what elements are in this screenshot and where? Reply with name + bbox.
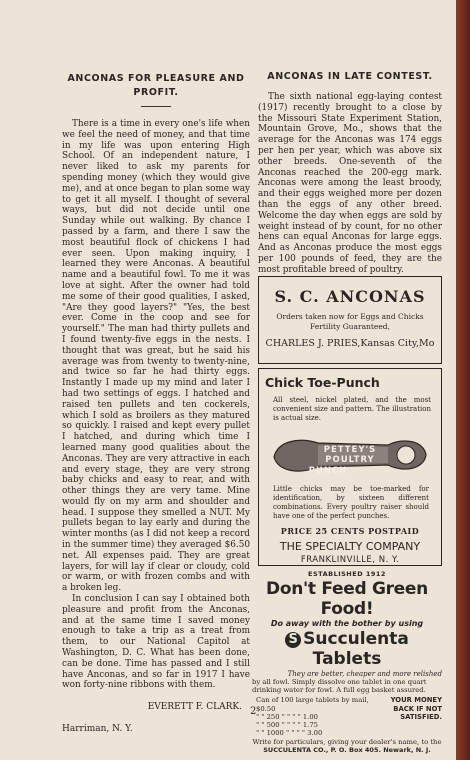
ad-address: SUCCULENTA CO., P. O. Box 405. Newark, N. J.: [263, 746, 431, 755]
svg-text:PUNCH: PUNCH: [308, 466, 348, 476]
ad-brand: S Succulenta Tablets: [252, 629, 442, 669]
price-list: [252, 696, 374, 737]
ad-title: S. C. ANCONAS: [274, 287, 426, 306]
s-logo-icon: S: [285, 632, 301, 648]
guarantee: [391, 696, 442, 737]
right-column: [258, 70, 442, 276]
svg-text:PETTEY'S: PETTEY'S: [323, 445, 377, 455]
article-paragraph: In conclusion I can say I obtained both pleasure and profit from the Anconas, and at the same time I saved money enough to take a trip as a treat from them, to our National Capitol at Washington, D. C. What has been done, can be done. Time has passed and I still have Anconas, and so far in 1917 I have won forty-nine ribbons with them.: [62, 594, 250, 691]
article-title-pleasure-profit: ANCONAS FOR PLEASURE AND PROFIT.: [67, 73, 245, 98]
author-location: Harriman, N. Y.: [62, 724, 133, 735]
ad-write: Write for particulars, giving your dealer's name, to the: [252, 738, 442, 747]
ad-line: Fertility Guaranteed,: [310, 322, 390, 331]
ad-chick-toe-punch: [258, 368, 442, 566]
price-row: " " 500 " " " " 1.75: [256, 721, 318, 730]
price-row: Can of 100 large tablets by mail, $0.50: [256, 696, 369, 713]
ad-title: Chick Toe-Punch: [265, 375, 380, 390]
ad-succulenta-tablets: [252, 570, 442, 755]
guarantee-line: BACK IF NOT: [393, 704, 442, 713]
ad-tagline: They are better, cheaper and more relished: [287, 670, 442, 678]
ad-headline: Don't Feed Green Food!: [266, 579, 428, 619]
price-row: " " 1000 " " " " 3.00: [256, 729, 323, 738]
ad-description: All steel, nickel plated, and the most convenient size and pattern. The illustration is actual size.: [273, 396, 431, 422]
price-row: " " 250 " " " " 1.00: [256, 712, 318, 721]
ad-price: PRICE 25 CENTS POSTPAID: [280, 526, 420, 536]
title-divider: [141, 106, 171, 107]
ad-subhead: Do away with the bother by using: [270, 619, 424, 628]
ad-established: ESTABLISHED 1912: [308, 570, 386, 578]
book-spine: [456, 0, 470, 760]
ad-body: by all fowl. Simply dissolve one tablet in one quart drinking water for fowl. A full egg basket assured.: [252, 678, 427, 695]
toe-punch-illustration: [268, 427, 432, 483]
ad-city: FRANKLINVILLE, N. Y.: [300, 555, 400, 565]
ad-sc-anconas: [258, 276, 442, 364]
svg-text:POULTRY: POULTRY: [325, 455, 375, 465]
ad-caption: Little chicks may be toe-marked for identification, by sixteen different combinations. Every poultry raiser should have one of the perfect punches.: [273, 485, 429, 520]
article-title-late-contest: ANCONAS IN LATE CONTEST.: [267, 71, 433, 82]
guarantee-line: SATISFIED.: [400, 712, 442, 721]
ad-pricing: [252, 696, 442, 737]
guarantee-line: YOUR MONEY: [390, 696, 442, 705]
page-number: 2: [250, 706, 257, 717]
left-column: [62, 72, 250, 735]
author-signature: EVERETT F. CLARK.: [147, 702, 242, 713]
article-paragraph: The sixth national egg-laying contest (1917) recently brought to a close by the Missouri State Experiment Station, Mountain Grove, Mo., shows that the average for the Anconas was 174 eggs per hen per year, which was above six other breeds. One-seventh of the Anconas reached the 200-egg mark. Anconas were among the least broody, and their eggs weighed more per dozen than the eggs of any other breed. Welcome the day when eggs are sold by weight instead of by count, for no other hens can equal Anconas for large eggs. And as Anconas produce the most eggs per 100 pounds of feed, they are the most profitable breed of poultry.: [258, 92, 442, 275]
ad-advertiser: CHARLES J. PRIES,Kansas City,Mo: [265, 338, 435, 349]
ad-company: THE SPECIALTY COMPANY: [279, 540, 421, 553]
ad-line: Orders taken now for Eggs and Chicks: [276, 312, 424, 321]
article-paragraph: There is a time in every one's life when we feel the need of money, and that time in my life was upon entering High School. Of an independent nature, I never liked to ask my parents for spending money (which they would give me), and at once began to plan some way to get it all myself. I thought of several ways, but did not decide until one Sunday while out walking. By chance I passed by a farm, and there I saw the most beautiful flock of chickens I had ever seen. Upon making inquiry, I learned they were Anconas. A beautiful name and a beautiful fowl. To me it was love at sight. After the owner had told me some of their good qualities, I asked, "Are they good layers?" "Yes, the best ever. Come in the coop and see for yourself." The man had thirty pullets and I found twenty-five eggs in the nests. I thought that was great, but he said his average was from twenty to twenty-nine, and twice so far he had thirty eggs. Instantly I made up my mind and later I had two settings of eggs. I hatched and raised ten pullets and ten cockerels, which I sold as broilers as they matured so quickly. I raised and kept every pullet I hatched, and during which time I learned many good qualities about the Anconas. They are very attractive in each and every stage, they are very strong baby chicks and easy to rear, and with other things they are very tame. Mine would fly on my arm and shoulder and head. I suppose they smelled a NUT. My pullets began to lay early and during the winter months (as I did not keep a record in the summer time) they averaged $6.50 net. All expenses paid. They are great layers, for will lay if clear or cloudy, cold or warm, or with frozen combs and with a broken leg.: [62, 119, 250, 594]
